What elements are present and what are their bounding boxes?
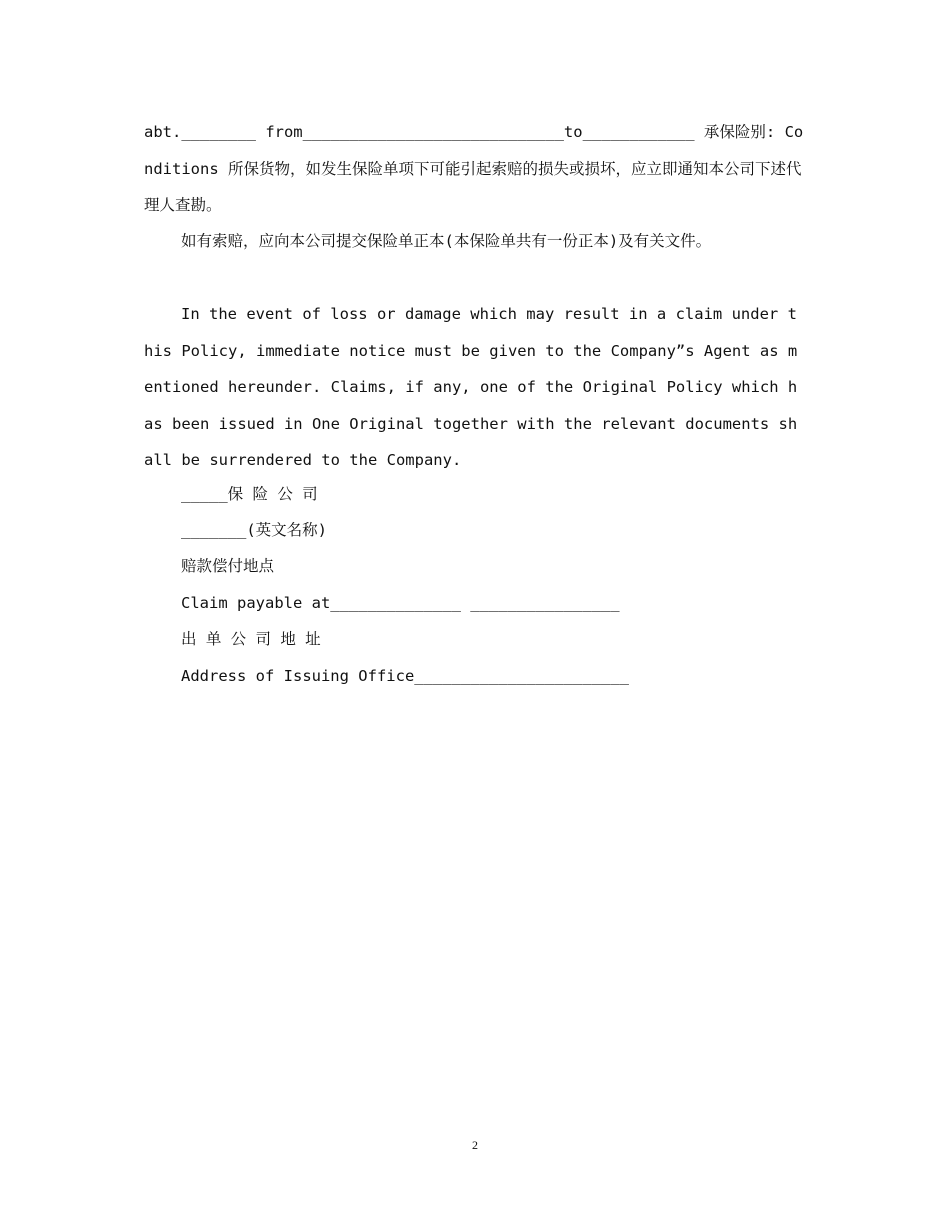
- office-address-label-cn: 出 单 公 司 地 址: [181, 630, 321, 648]
- office-address-label-en: Address of Issuing Office_______________________: [181, 667, 629, 685]
- claims-paragraph-en: In the event of loss or damage which may result in a claim under this Policy, immediate notice must be given to the Company”s Agent as mentioned hereunder. Claims, if any, one of the Original Policy which has been issued in One Original together with the relevant documents shall be surrendered to the Company.: [144, 305, 798, 469]
- insurance-company-cn: _____保 险 公 司: [181, 485, 318, 503]
- insurance-company-en: _______(英文名称): [181, 521, 327, 539]
- conditions-paragraph: abt.________ from____________________________to____________ 承保险别: Conditions 所保货物，如发生保险单项下可能引起索赔的损失或损坏，应立即通知本公司下述代理人查勘。: [144, 123, 804, 214]
- claim-place-label-en: Claim payable at______________ ________________: [181, 594, 620, 612]
- claims-paragraph-cn: 如有索赔，应向本公司提交保险单正本(本保险单共有一份正本)及有关文件。: [181, 232, 712, 250]
- page-number: 2: [472, 1138, 478, 1152]
- claim-place-label-cn: 赔款偿付地点: [181, 557, 275, 575]
